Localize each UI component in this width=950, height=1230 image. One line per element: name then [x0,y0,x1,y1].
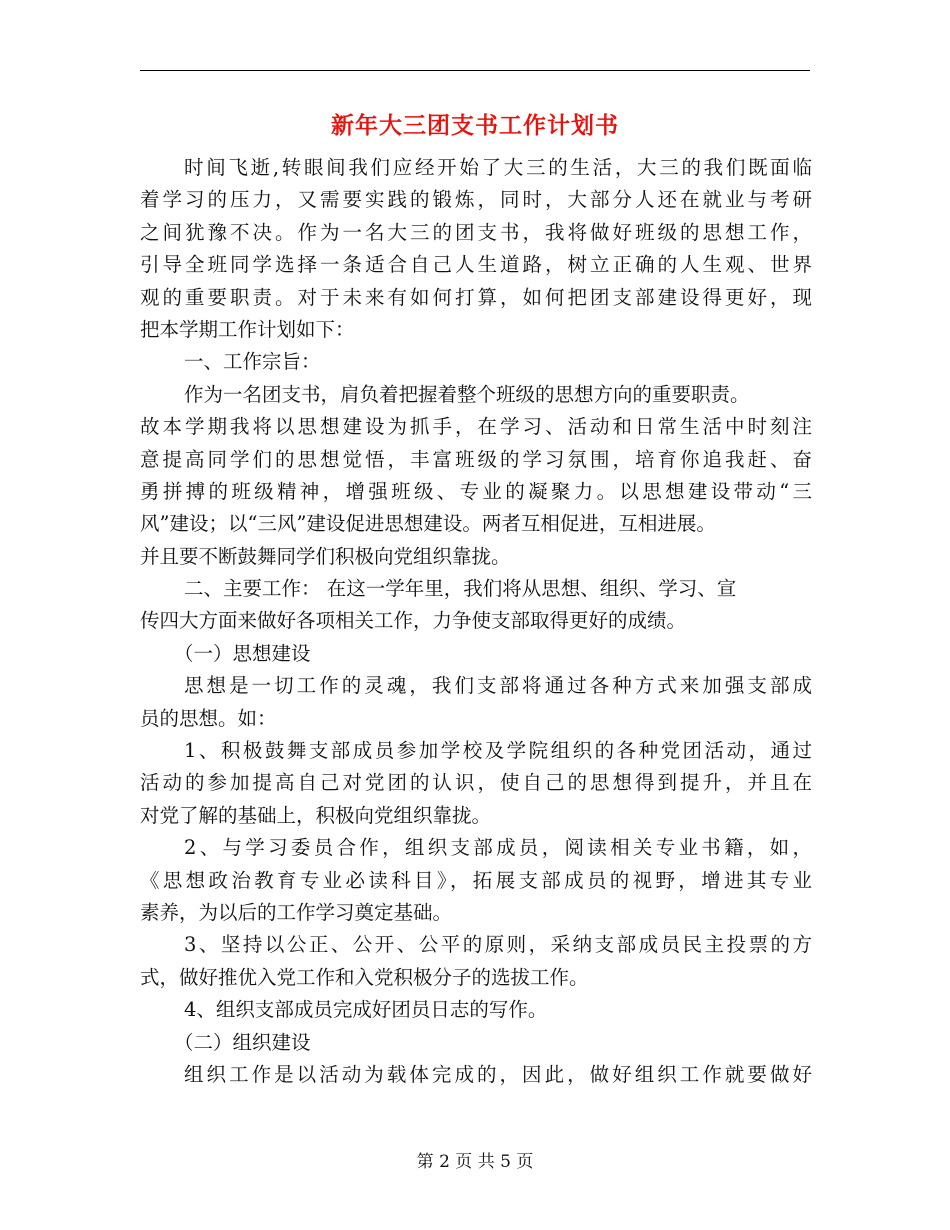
paragraph-line: 之间犹豫不决。作为一名大三的团支书，我将做好班级的思想工作， [140,220,812,244]
page-number: 第 2 页 共 5 页 [416,1152,534,1172]
paragraph-line: 员的思想。如： [140,706,277,730]
section-heading: 一、工作宗旨： [184,350,321,374]
header-rule [140,70,810,71]
paragraph-line: 引导全班同学选择一条适合自己人生道路，树立正确的人生观、世界 [140,253,812,277]
paragraph-line: 传四大方面来做好各项相关工作，力争使支部取得更好的成绩。 [140,609,687,633]
paragraph-line: 观的重要职责。对于未来有如何打算，如何把团支部建设得更好，现 [140,285,812,309]
paragraph-line: 活动的参加提高自己对党团的认识，使自己的思想得到提升，并且在 [140,771,812,795]
paragraph-line: 思想是一切工作的灵魂，我们支部将通过各种方式来加强支部成 [184,674,812,698]
paragraph-line: 作为一名团支书，肩负着把握着整个班级的思想方向的重要职责。 [184,382,750,406]
paragraph-line: 素养，为以后的工作学习奠定基础。 [140,900,453,924]
paragraph-line: 意提高同学们的思想觉悟，丰富班级的学习氛围，培育你追我赶、奋 [140,447,812,471]
list-item: 2、与学习委员合作，组织支部成员，阅读相关专业书籍，如， [184,836,812,860]
paragraph-line: 着学习的压力，又需要实践的锻炼，同时，大部分人还在就业与考研 [140,188,812,212]
paragraph-line: 对党了解的基础上，积极向党组织靠拢。 [140,803,492,827]
paragraph-line: 并且要不断鼓舞同学们积极向党组织靠拢。 [140,544,511,568]
subsection-heading: （二）组织建设 [174,1030,311,1054]
paragraph-line: 时间飞逝,转眼间我们应经开始了大三的生活，大三的我们既面临 [184,156,812,179]
paragraph-line: 组织工作是以活动为载体完成的，因此，做好组织工作就要做好 [184,1062,812,1086]
paragraph-line: 式，做好推优入党工作和入党积极分子的选拔工作。 [140,965,589,989]
list-item: 1、积极鼓舞支部成员参加学校及学院组织的各种党团活动，通过 [184,739,812,763]
paragraph-line: 《思想政治教育专业必读科目》，拓展支部成员的视野，增进其专业 [140,868,812,892]
document-title: 新年大三团支书工作计划书 [331,112,619,139]
section-heading: 二、主要工作： 在这一学年里，我们将从思想、组织、学习、宣 [184,577,737,601]
subsection-heading: （一）思想建设 [174,641,311,665]
paragraph-line: 故本学期我将以思想建设为抓手，在学习、活动和日常生活中时刻注 [140,415,812,439]
paragraph-line: 把本学期工作计划如下： [140,317,355,341]
list-item: 4、组织支部成员完成好团员日志的写作。 [184,998,548,1022]
paragraph-line: 风”建设；以“三风”建设促进思想建设。两者互相促进，互相进展。 [140,512,716,536]
paragraph-line: 勇拼搏的班级精神，增强班级、专业的凝聚力。以思想建设带动“三 [140,479,812,503]
document-body [140,152,812,1091]
list-item: 3、坚持以公正、公开、公平的原则，采纳支部成员民主投票的方 [184,933,812,957]
